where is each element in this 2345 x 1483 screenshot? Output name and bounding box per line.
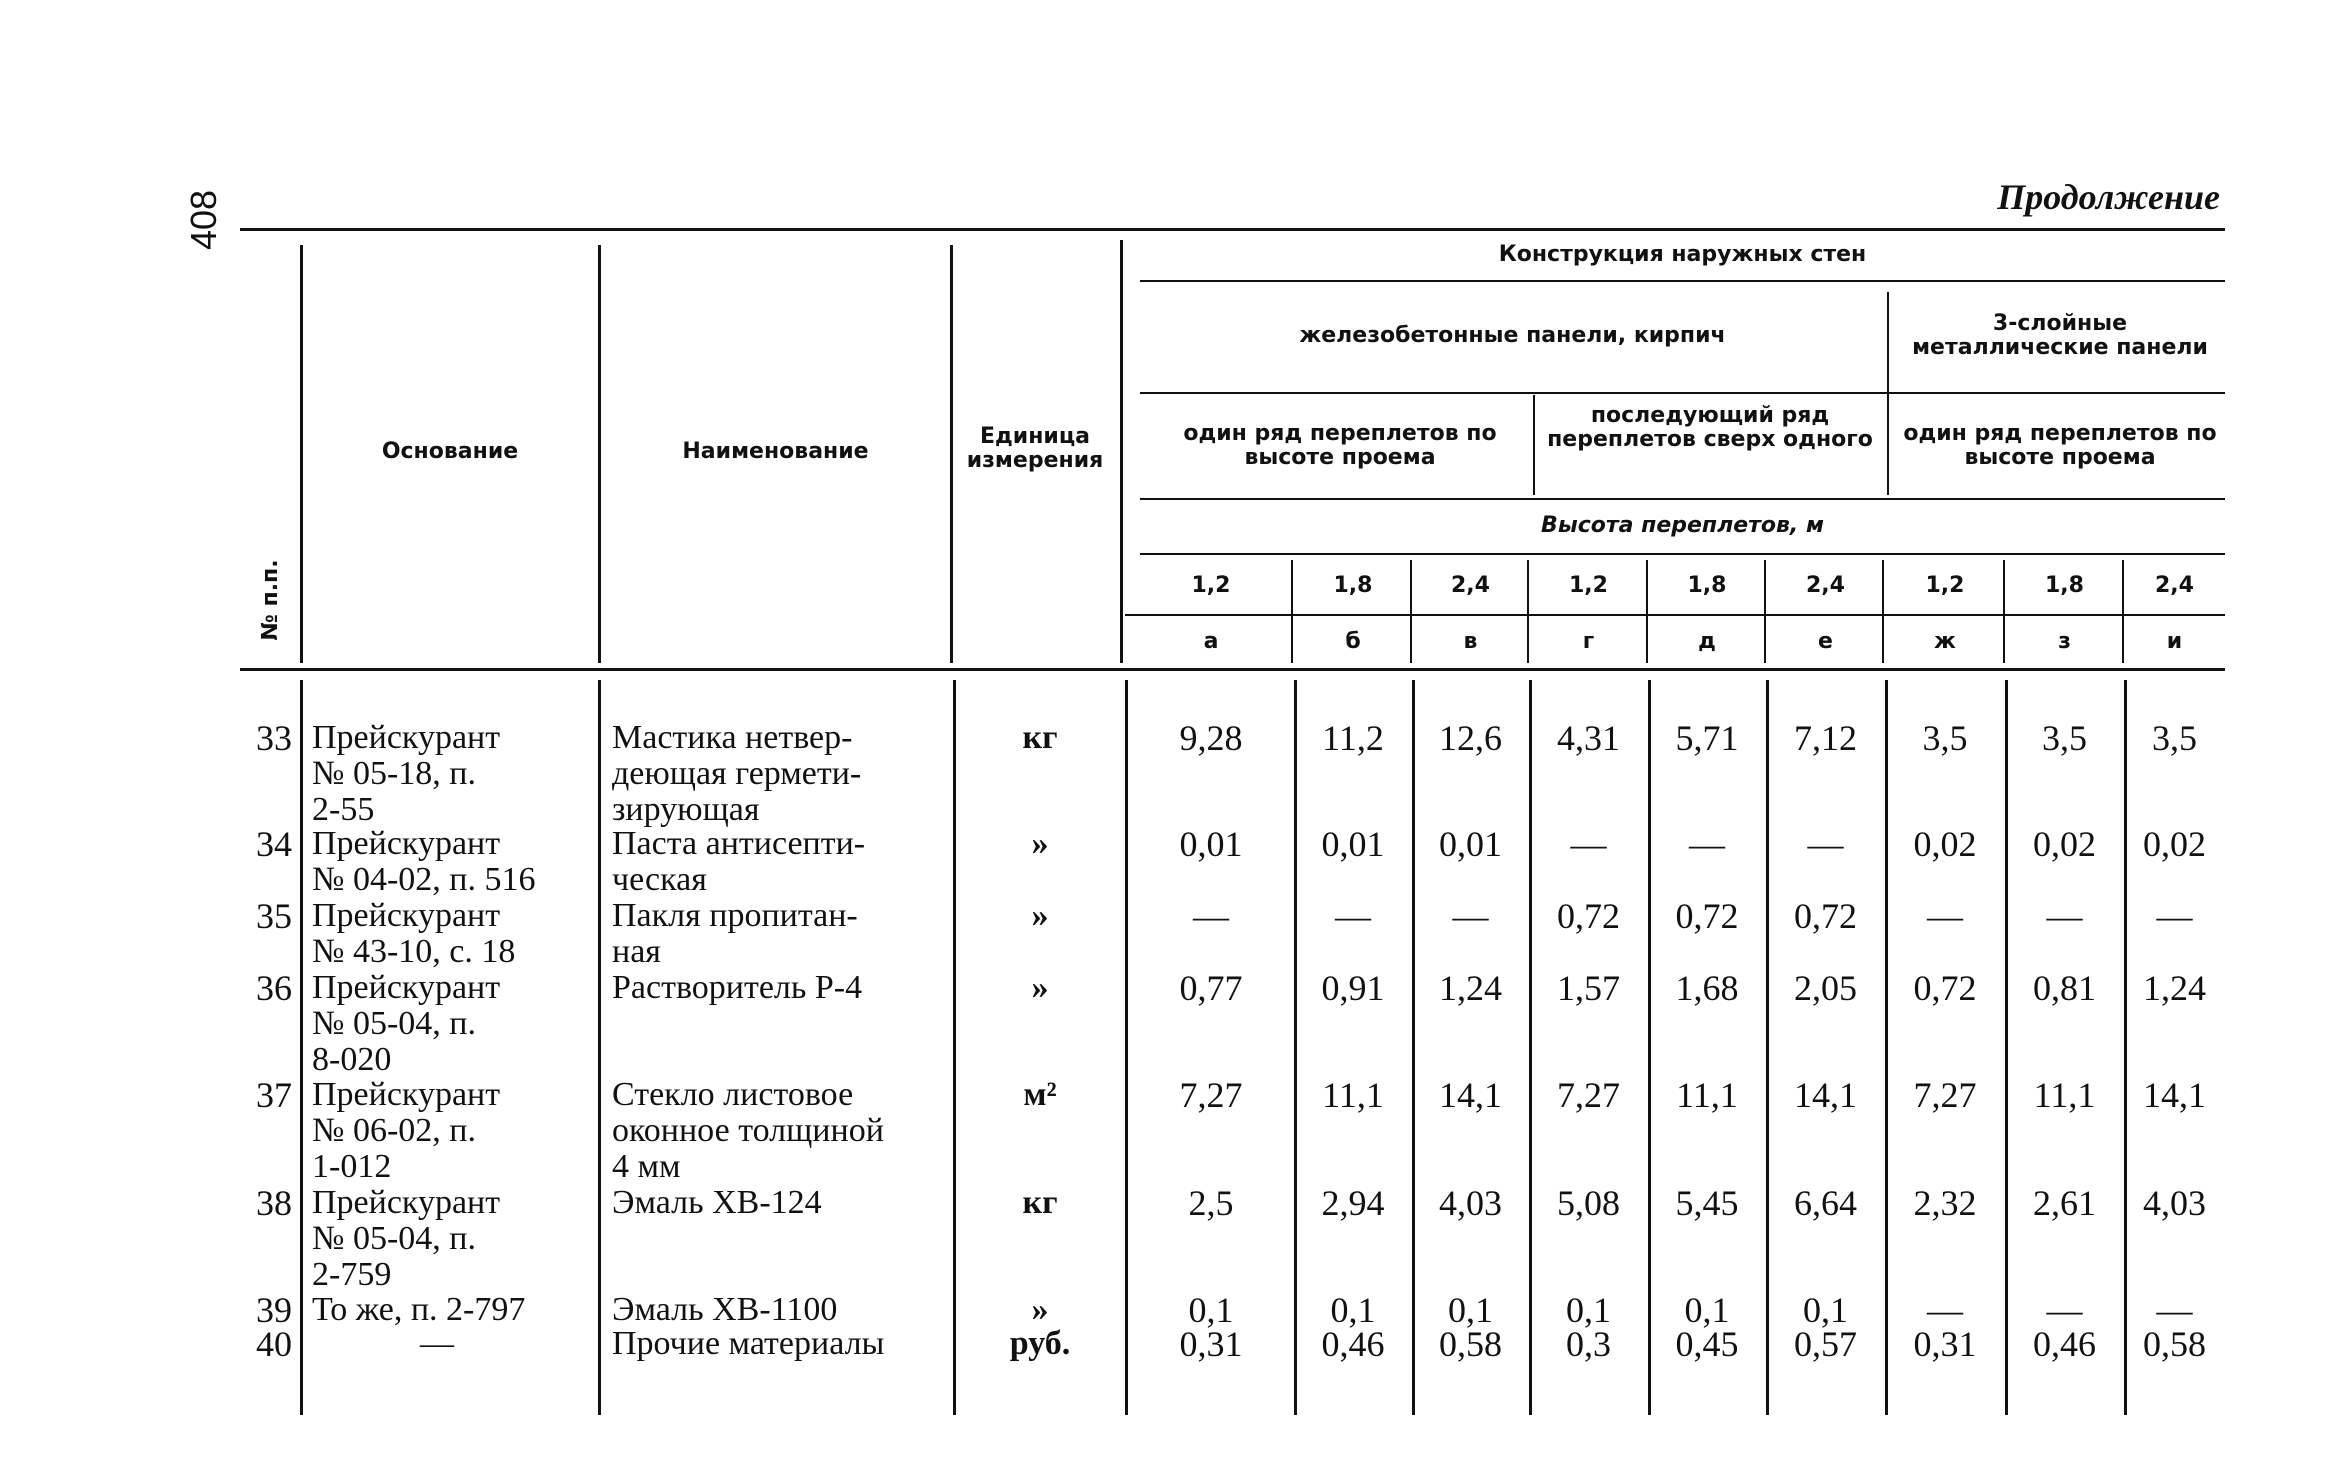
- value-cell: 0,1: [1188, 1290, 1234, 1330]
- value-cell: 7,27: [1179, 1075, 1243, 1115]
- value-cell: 0,72: [1675, 896, 1739, 936]
- unit-cell: кг: [1022, 719, 1058, 756]
- name-line: зирующая: [612, 791, 760, 828]
- value-cell: —: [1335, 896, 1371, 936]
- value-cell: 0,72: [1913, 968, 1977, 1008]
- name-line: 4 мм: [612, 1148, 681, 1185]
- value-cell: 0,72: [1794, 896, 1857, 936]
- column-letter: д: [1698, 629, 1716, 654]
- basis-line: То же, п. 2-797: [312, 1291, 526, 1328]
- value-cell: 0,58: [2143, 1324, 2206, 1364]
- column-letter: а: [1203, 629, 1219, 654]
- value-cell: 0,02: [1913, 824, 1977, 864]
- value-cell: —: [2156, 1290, 2193, 1330]
- value-cell: —: [1689, 824, 1725, 864]
- header-unit: Единица измерения: [966, 424, 1104, 473]
- height-value: 2,4: [1451, 573, 1490, 598]
- value-cell: 11,2: [1322, 718, 1384, 758]
- value-cell: 1,24: [2143, 968, 2206, 1008]
- value-cell: 7,12: [1794, 718, 1857, 758]
- name-line: Растворитель Р-4: [612, 969, 863, 1006]
- value-cell: 0,1: [1803, 1290, 1848, 1330]
- value-cell: 0,31: [1179, 1324, 1243, 1364]
- value-cell: 14,1: [1439, 1075, 1502, 1115]
- value-cell: 0,72: [1557, 896, 1620, 936]
- height-value: 1,2: [1191, 573, 1231, 598]
- header-sub-one-row: один ряд переплетов по высоте проема: [1183, 421, 1497, 470]
- name-line: Прочие материалы: [612, 1325, 885, 1362]
- row-number: 38: [256, 1183, 292, 1223]
- name-line: Мастика нетвер-: [612, 719, 853, 756]
- height-value: 1,8: [1687, 573, 1727, 598]
- value-cell: 0,1: [1684, 1290, 1730, 1330]
- name-line: Эмаль ХВ-1100: [612, 1291, 838, 1328]
- value-cell: 0,91: [1321, 968, 1385, 1008]
- value-cell: 7,27: [1913, 1075, 1977, 1115]
- value-cell: 11,1: [1322, 1075, 1384, 1115]
- name-line: деющая гермети-: [612, 755, 862, 792]
- value-cell: 2,5: [1188, 1183, 1234, 1223]
- basis-line: 1-012: [312, 1148, 392, 1185]
- value-cell: —: [2046, 1290, 2083, 1330]
- value-cell: —: [1570, 824, 1607, 864]
- header-group-metal-panels: 3-слойные металлические панели: [1912, 311, 2208, 360]
- value-cell: 0,1: [1448, 1290, 1493, 1330]
- value-cell: 4,31: [1557, 718, 1620, 758]
- height-value: 2,4: [1806, 573, 1845, 598]
- header-name: Наименование: [682, 439, 869, 464]
- header-construction: Конструкция наружных стен: [1498, 242, 1867, 267]
- basis-line: Прейскурант: [312, 719, 501, 756]
- value-cell: 0,46: [2033, 1324, 2096, 1364]
- basis-line: № 06-02, п.: [312, 1112, 476, 1149]
- value-cell: 11,1: [2033, 1075, 2096, 1115]
- value-cell: 7,27: [1557, 1075, 1620, 1115]
- value-cell: 5,08: [1557, 1183, 1620, 1223]
- height-value: 1,2: [1925, 573, 1965, 598]
- name-line: ческая: [612, 861, 707, 898]
- basis-line: —: [420, 1325, 454, 1362]
- name-line: Эмаль ХВ-124: [612, 1184, 822, 1221]
- value-cell: 0,01: [1321, 824, 1385, 864]
- name-line: Пакля пропитан-: [612, 897, 858, 934]
- column-letter: г: [1582, 629, 1595, 654]
- row-number: 33: [256, 718, 292, 758]
- value-cell: 5,45: [1675, 1183, 1739, 1223]
- value-cell: 0,46: [1321, 1324, 1385, 1364]
- row-number: 39: [256, 1290, 292, 1330]
- column-letter: и: [2166, 629, 2183, 654]
- basis-line: № 05-04, п.: [312, 1220, 476, 1257]
- value-cell: 2,94: [1321, 1183, 1385, 1223]
- header-basis: Основание: [381, 439, 519, 464]
- row-number: 35: [256, 896, 292, 936]
- row-number: 40: [256, 1324, 292, 1364]
- value-cell: 2,05: [1794, 968, 1857, 1008]
- value-cell: 4,03: [2143, 1183, 2206, 1223]
- value-cell: 6,64: [1794, 1183, 1857, 1223]
- value-cell: 3,5: [2152, 718, 2197, 758]
- basis-line: Прейскурант: [312, 897, 501, 934]
- header-sub-next-row: последующий ряд переплетов сверх одного: [1547, 403, 1873, 452]
- column-letter: в: [1463, 629, 1478, 654]
- table-top-rule: [240, 228, 2225, 231]
- value-cell: 0,45: [1675, 1324, 1739, 1364]
- unit-cell: кг: [1022, 1184, 1058, 1221]
- name-line: Паста антисепти-: [612, 825, 866, 862]
- value-cell: 2,61: [2033, 1183, 2096, 1223]
- value-cell: 5,71: [1675, 718, 1739, 758]
- value-cell: 9,28: [1179, 718, 1243, 758]
- value-cell: 11,1: [1676, 1075, 1738, 1115]
- height-value: 1,2: [1569, 573, 1608, 598]
- row-number: 36: [256, 968, 292, 1008]
- unit-cell: »: [1031, 969, 1049, 1006]
- basis-line: Прейскурант: [312, 969, 501, 1006]
- value-cell: —: [1193, 896, 1229, 936]
- value-cell: 0,01: [1439, 824, 1502, 864]
- height-value: 1,8: [1333, 573, 1373, 598]
- value-cell: —: [2046, 896, 2083, 936]
- value-cell: —: [1927, 896, 1963, 936]
- value-cell: 0,81: [2033, 968, 2096, 1008]
- basis-line: № 04-02, п. 516: [312, 861, 536, 898]
- continuation-label: Продолжение: [1997, 177, 2220, 217]
- value-cell: —: [1807, 824, 1844, 864]
- value-cell: 14,1: [2143, 1075, 2206, 1115]
- height-value: 2,4: [2155, 573, 2194, 598]
- basis-line: Прейскурант: [312, 1076, 501, 1113]
- column-letter: з: [2058, 629, 2071, 654]
- value-cell: 1,68: [1675, 968, 1739, 1008]
- value-cell: 1,24: [1439, 968, 1502, 1008]
- value-cell: 3,5: [1922, 718, 1968, 758]
- value-cell: 0,57: [1794, 1324, 1857, 1364]
- value-cell: —: [1927, 1290, 1963, 1330]
- height-value: 1,8: [2045, 573, 2084, 598]
- row-number: 34: [256, 824, 292, 864]
- basis-line: 2-55: [312, 791, 375, 828]
- basis-line: Прейскурант: [312, 825, 501, 862]
- value-cell: 0,1: [1330, 1290, 1376, 1330]
- unit-cell: м²: [1023, 1076, 1057, 1113]
- value-cell: 1,57: [1557, 968, 1620, 1008]
- basis-line: № 43-10, с. 18: [312, 933, 516, 970]
- value-cell: 0,77: [1179, 968, 1243, 1008]
- value-cell: 0,02: [2143, 824, 2206, 864]
- column-letter: б: [1345, 629, 1361, 654]
- header-sub-one-row-metal: один ряд переплетов по высоте проема: [1903, 421, 2217, 470]
- row-number: 37: [256, 1075, 292, 1115]
- name-line: Стекло листовое: [612, 1076, 854, 1113]
- value-cell: 0,3: [1566, 1324, 1611, 1364]
- value-cell: 0,58: [1439, 1324, 1502, 1364]
- page-number: 408: [183, 189, 224, 251]
- header-bottom-rule: [240, 668, 2225, 671]
- header-row-number: № п.п.: [258, 559, 283, 641]
- value-cell: 0,1: [1566, 1290, 1611, 1330]
- basis-line: Прейскурант: [312, 1184, 501, 1221]
- value-cell: 14,1: [1794, 1075, 1857, 1115]
- basis-line: 8-020: [312, 1041, 392, 1078]
- value-cell: —: [1452, 896, 1489, 936]
- value-cell: 3,5: [2042, 718, 2087, 758]
- column-letter: е: [1818, 629, 1833, 654]
- basis-line: 2-759: [312, 1256, 392, 1293]
- name-line: ная: [612, 933, 661, 970]
- value-cell: 12,6: [1439, 718, 1502, 758]
- basis-line: № 05-04, п.: [312, 1005, 476, 1042]
- unit-cell: »: [1031, 1291, 1049, 1328]
- value-cell: 0,31: [1913, 1324, 1977, 1364]
- value-cell: —: [2156, 896, 2193, 936]
- header-group-reinforced-concrete: железобетонные панели, кирпич: [1299, 323, 1726, 348]
- unit-cell: »: [1031, 825, 1049, 862]
- value-cell: 0,02: [2033, 824, 2096, 864]
- unit-cell: руб.: [1009, 1325, 1071, 1362]
- unit-cell: »: [1031, 897, 1049, 934]
- basis-line: № 05-18, п.: [312, 755, 476, 792]
- value-cell: 0,01: [1179, 824, 1243, 864]
- value-cell: 4,03: [1439, 1183, 1502, 1223]
- name-line: оконное толщиной: [612, 1112, 884, 1149]
- value-cell: 2,32: [1913, 1183, 1977, 1223]
- column-letter: ж: [1934, 629, 1956, 654]
- header-height: Высота переплетов, м: [1541, 513, 1824, 538]
